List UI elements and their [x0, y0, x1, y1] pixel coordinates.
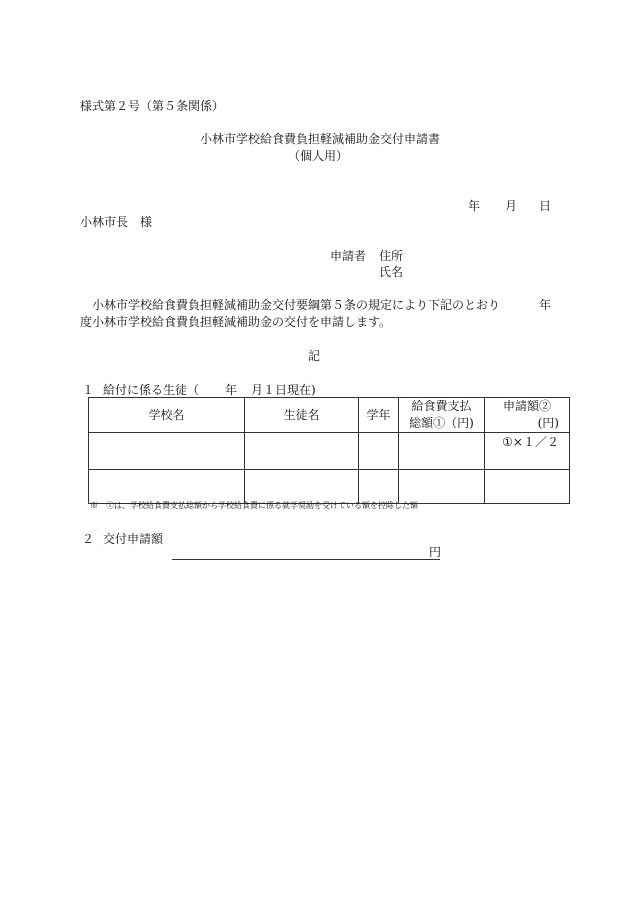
total-paid-cell[interactable]	[399, 433, 485, 470]
header-school-name: 学校名	[89, 398, 245, 433]
addressee: 小林市長 様	[80, 215, 153, 229]
document-subtitle: （個人用）	[287, 149, 348, 163]
apply-amount-formula-cell[interactable]: ①×１／２	[485, 433, 570, 470]
applicant-label: 申請者	[330, 249, 367, 263]
table-row	[89, 470, 570, 504]
total-paid-cell[interactable]	[399, 470, 485, 504]
school-name-cell[interactable]	[89, 433, 245, 470]
school-name-cell[interactable]	[89, 470, 245, 504]
body-text-line2: 度小林市学校給食費負担軽減補助金の交付を申請します。	[80, 315, 392, 329]
section1-number: １	[82, 383, 95, 397]
ki-heading: 記	[308, 349, 321, 363]
section1-label: 給付に係る生徒（	[103, 383, 200, 397]
student-name-cell[interactable]	[245, 433, 359, 470]
body-text-year: 年	[539, 298, 552, 312]
amount-input-line[interactable]	[172, 559, 440, 560]
date-month-label: 月	[505, 199, 518, 213]
date-year-label: 年	[468, 199, 481, 213]
yen-unit: 円	[429, 545, 442, 559]
table-header-row	[89, 398, 570, 433]
student-name-cell[interactable]	[245, 470, 359, 504]
section1-year-word: 年	[225, 383, 238, 397]
apply-amount-cell[interactable]	[485, 470, 570, 504]
student-table	[88, 397, 570, 504]
table-row	[89, 433, 570, 470]
applicant-address-label: 住所	[379, 249, 404, 263]
section2-label: 交付申請額	[103, 532, 164, 546]
section2-number: ２	[82, 532, 95, 546]
header-total-line1: 給食費支払	[411, 399, 472, 413]
applicant-name-label: 氏名	[379, 265, 404, 279]
grade-cell[interactable]	[359, 433, 399, 470]
header-grade: 学年	[359, 398, 399, 433]
header-apply-amount	[485, 398, 570, 433]
grade-cell[interactable]	[359, 470, 399, 504]
date-day-label: 日	[539, 199, 552, 213]
header-total-line2: 総額①（円)	[409, 416, 474, 430]
body-text-line1: 小林市学校給食費負担軽減補助金交付要綱第５条の規定により下記のとおり	[92, 298, 501, 312]
document-title: 小林市学校給食費負担軽減補助金交付申請書	[200, 132, 441, 146]
table-footnote: ※ ①は、学校給食費支払総額から学校給食費に係る就学奨励を受けている額を控除した額	[90, 501, 418, 510]
header-student-name: 生徒名	[245, 398, 359, 433]
header-total-paid	[399, 398, 485, 433]
header-apply-line1: 申請額②	[502, 399, 551, 413]
form-number: 様式第２号（第５条関係）	[80, 99, 225, 113]
section1-date-rest: 月１日現在)	[251, 383, 316, 397]
header-apply-line2: (円)	[537, 416, 559, 430]
